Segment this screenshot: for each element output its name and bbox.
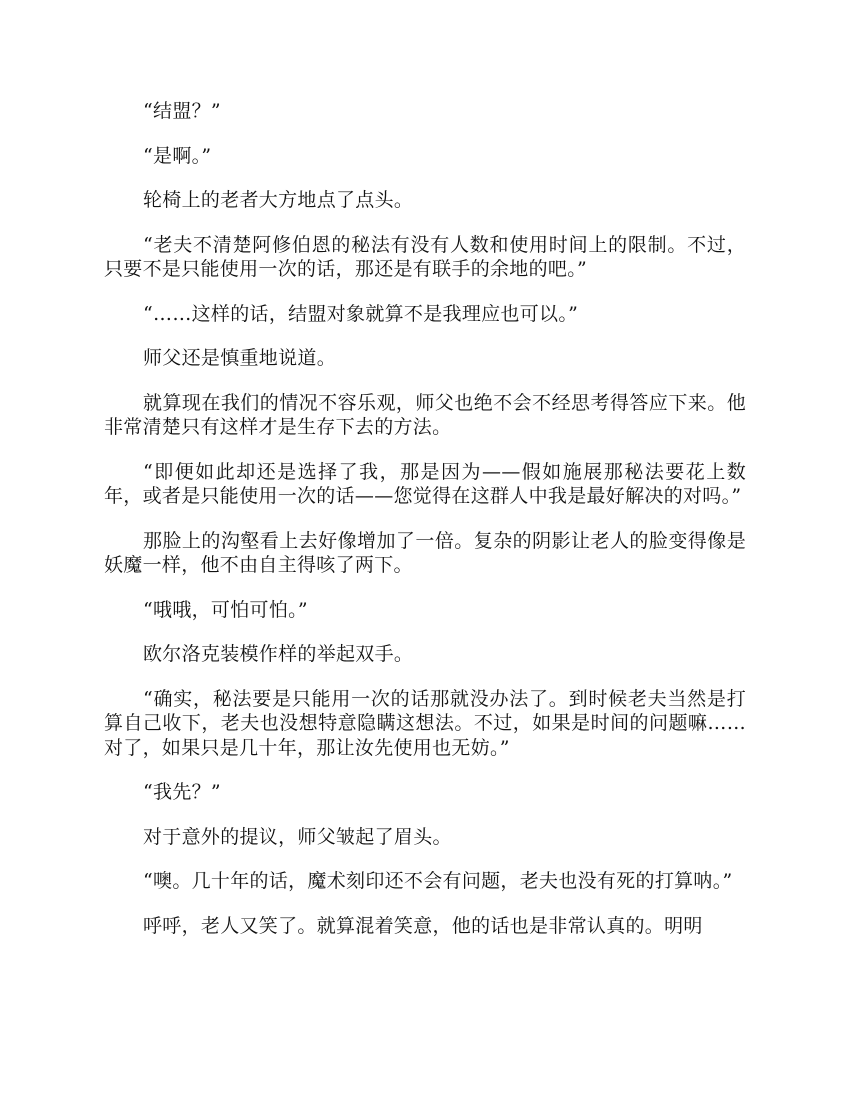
paragraph: “噢。几十年的话，魔术刻印还不会有问题，老夫也没有死的打算呐。” <box>143 870 733 892</box>
paragraph: “我先？” <box>143 781 221 803</box>
paragraph: “确实，秘法要是只能用一次的话那就没办法了。到时候老夫当然是打算自己收下，老夫也没想特意隐瞒这想法。不过，如果是时间的问题嘛……对了，如果只是几十年，那让汝先使用也无妨。” <box>104 687 746 759</box>
paragraph: 轮椅上的老者大方地点了点头。 <box>143 189 414 211</box>
paragraph: 就算现在我们的情况不容乐观，师父也绝不会不经思考得答应下来。他非常清楚只有这样才是生存下去的方法。 <box>104 391 746 438</box>
paragraph: 对于意外的提议，师父皱起了眉头。 <box>143 825 452 848</box>
paragraph: “……这样的话，结盟对象就算不是我理应也可以。” <box>143 302 579 325</box>
paragraph: 欧尔洛克装模作样的举起双手。 <box>143 643 414 665</box>
paragraph: 呼呼，老人又笑了。就算混着笑意，他的话也是非常认真的。明明 <box>143 914 703 937</box>
paragraph: 师父还是慎重地说道。 <box>143 347 337 369</box>
paragraph: “哦哦，可怕可怕。” <box>143 598 308 621</box>
paragraph: “即便如此却还是选择了我，那是因为——假如施展那秘法要花上数年，或者是只能使用一次的话——您觉得在这群人中我是最好解决的对吗。” <box>104 460 746 507</box>
paragraph: “结盟？” <box>143 100 221 122</box>
paragraph: “是啊。” <box>143 144 212 167</box>
paragraph: 那脸上的沟壑看上去好像增加了一倍。复杂的阴影让老人的脸变得像是妖魔一样，他不由自主得咳了两下。 <box>104 529 746 576</box>
paragraph: “老夫不清楚阿修伯恩的秘法有没有人数和使用时间上的限制。不过，只要不是只能使用一次的话，那还是有联手的余地的吧。” <box>104 233 746 280</box>
